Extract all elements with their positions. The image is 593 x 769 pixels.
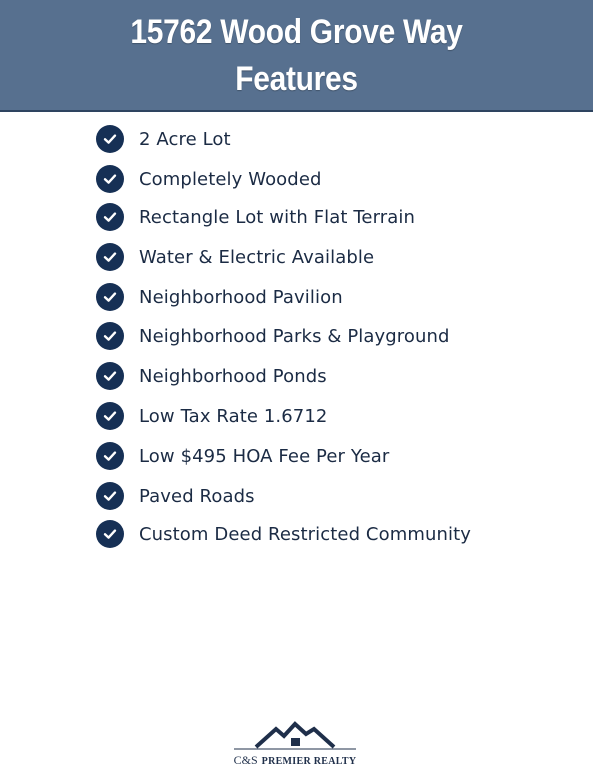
feature-item xyxy=(96,361,327,391)
feature-item xyxy=(96,441,389,471)
page-title-address: 15762 Wood Grove Way xyxy=(130,13,463,51)
feature-label: Custom Deed Restricted Community xyxy=(139,523,471,545)
house-roof-logo-icon xyxy=(228,718,362,752)
feature-label: Rectangle Lot with Flat Terrain xyxy=(139,206,416,228)
check-circle-icon xyxy=(96,442,124,470)
header-banner xyxy=(0,0,593,112)
check-circle-icon xyxy=(96,482,124,510)
feature-label: Water & Electric Available xyxy=(139,246,375,268)
check-circle-icon xyxy=(96,402,124,430)
check-circle-icon xyxy=(96,203,124,231)
check-circle-icon xyxy=(96,243,124,271)
feature-item xyxy=(96,321,450,351)
check-circle-icon xyxy=(96,165,124,193)
feature-item xyxy=(96,124,231,154)
check-circle-icon xyxy=(96,283,124,311)
feature-label: Low Tax Rate 1.6712 xyxy=(139,405,328,427)
feature-item xyxy=(96,202,415,232)
page-title-features: Features xyxy=(235,60,358,98)
feature-label: Neighborhood Ponds xyxy=(139,365,327,387)
feature-item xyxy=(96,401,327,431)
feature-item xyxy=(96,519,471,549)
feature-item xyxy=(96,481,255,511)
feature-label: Completely Wooded xyxy=(139,168,322,190)
feature-item xyxy=(96,164,322,194)
feature-label: Neighborhood Pavilion xyxy=(139,286,343,308)
check-circle-icon xyxy=(96,520,124,548)
company-logo xyxy=(228,718,362,768)
check-circle-icon xyxy=(96,362,124,390)
feature-item xyxy=(96,242,374,272)
feature-label: Low $495 HOA Fee Per Year xyxy=(139,445,390,467)
logo-company-name: PREMIER REALTY xyxy=(261,756,357,767)
feature-label: Neighborhood Parks & Playground xyxy=(139,325,450,347)
logo-initials: C&S xyxy=(233,753,258,767)
check-circle-icon xyxy=(96,125,124,153)
feature-item xyxy=(96,282,343,312)
feature-label: 2 Acre Lot xyxy=(139,128,231,150)
feature-label: Paved Roads xyxy=(139,485,255,507)
check-circle-icon xyxy=(96,322,124,350)
